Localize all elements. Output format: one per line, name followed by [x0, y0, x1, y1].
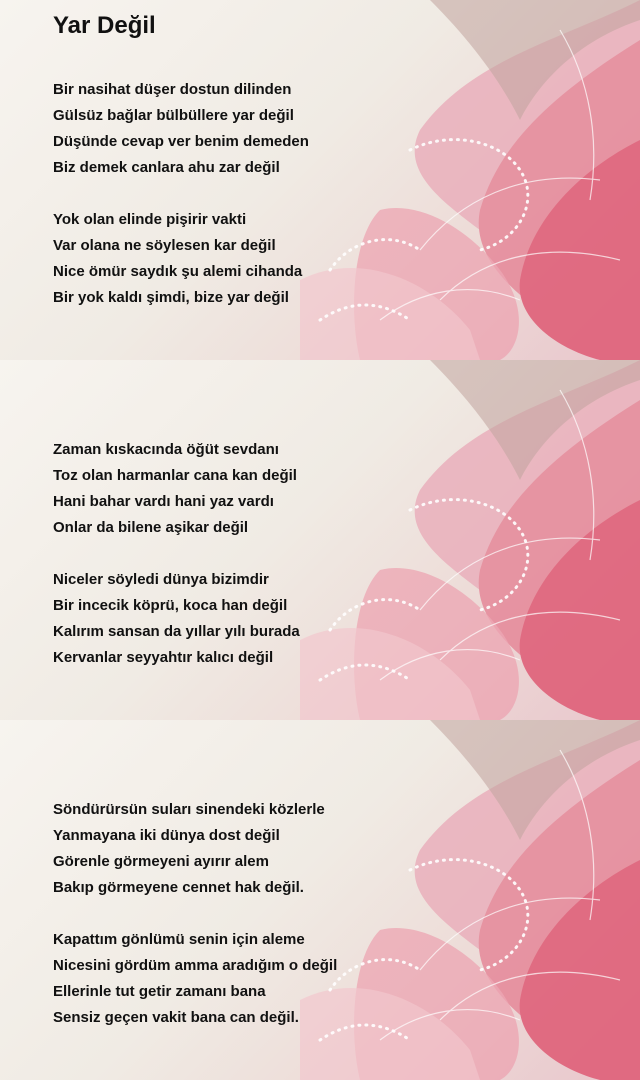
poem-title: Yar Değil	[53, 12, 156, 39]
poem-line: Zaman kıskacında öğüt sevdanı	[53, 441, 279, 458]
poem-line: Nice ömür saydık şu alemi cihanda	[53, 263, 303, 280]
poem-line: Sensiz geçen vakit bana can değil.	[53, 1009, 299, 1026]
stanza-3	[53, 437, 297, 541]
poem-line: Yanmayana iki dünya dost değil	[53, 827, 280, 844]
poem-line: Toz olan harmanlar cana kan değil	[53, 467, 297, 484]
poem-line: Bir yok kaldı şimdi, bize yar değil	[53, 289, 289, 306]
poem-line: Kapattım gönlümü senin için aleme	[53, 931, 305, 948]
poem-line: Gülsüz bağlar bülbüllere yar değil	[53, 107, 294, 124]
poem-line: Var olana ne söylesen kar değil	[53, 237, 276, 254]
stanza-5	[53, 797, 325, 901]
poem-line: Bir nasihat düşer dostun dilinden	[53, 81, 292, 98]
poem-line: Bir incecik köprü, koca han değil	[53, 597, 288, 614]
poem-line: Ellerinle tut getir zamanı bana	[53, 983, 266, 1000]
poem-card-2	[0, 360, 640, 720]
stanza-2	[53, 207, 302, 311]
poem-line: Niceler söyledi dünya bizimdir	[53, 571, 269, 588]
poem-line: Onlar da bilene aşikar değil	[53, 519, 249, 536]
poem-line: Kervanlar seyyahtır kalıcı değil	[53, 649, 274, 666]
stanza-6	[53, 927, 337, 1031]
poem-card-1	[0, 0, 640, 360]
poem-line: Bakıp görmeyene cennet hak değil.	[53, 879, 304, 896]
poem-line: Düşünde cevap ver benim demeden	[53, 133, 309, 150]
poem-line: Söndürürsün suları sinendeki közlerle	[53, 801, 325, 818]
poem-line: Nicesini gördüm amma aradığım o değil	[53, 957, 338, 974]
poem-line: Hani bahar vardı hani yaz vardı	[53, 493, 274, 510]
poem-line: Kalırım sansan da yıllar yılı burada	[53, 623, 300, 640]
poem-line: Yok olan elinde pişirir vakti	[53, 211, 247, 228]
stanza-1	[53, 77, 309, 181]
poem-card-3	[0, 720, 640, 1080]
poem-line: Biz demek canlara ahu zar değil	[53, 159, 280, 176]
stanza-4	[53, 567, 300, 671]
poem-line: Görenle görmeyeni ayırır alem	[53, 853, 269, 870]
